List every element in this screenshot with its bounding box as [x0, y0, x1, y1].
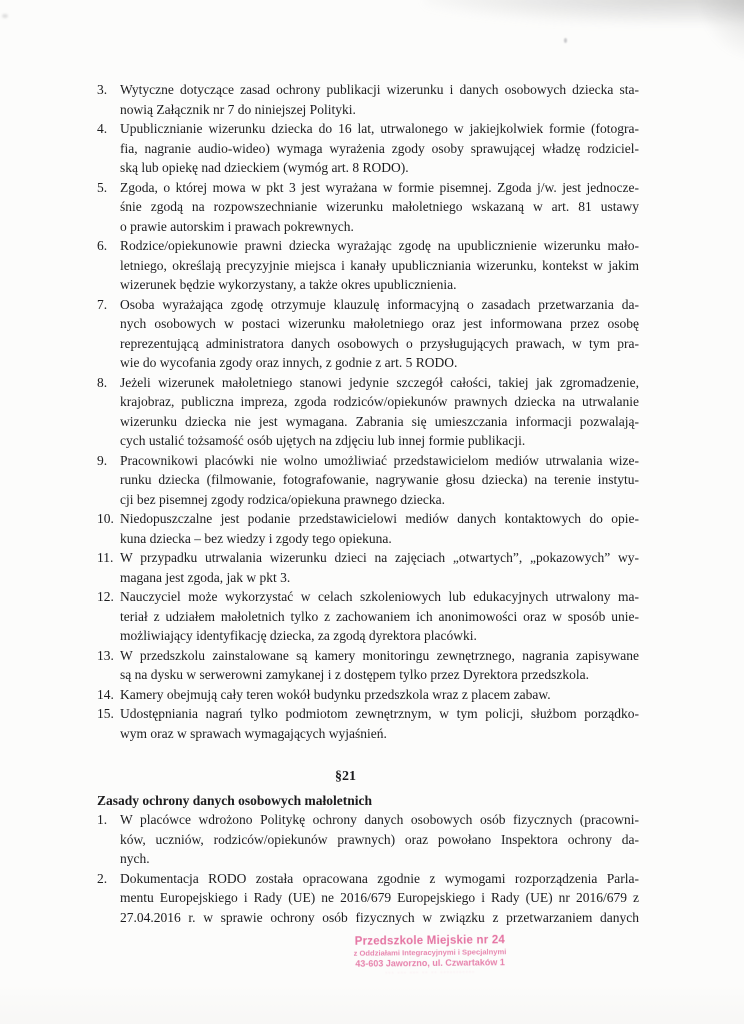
scan-speck [564, 38, 567, 43]
document-body [97, 80, 639, 927]
item-line: W przedszkolu zainstalowane są kamery monitoringu zewnętrznego, nagrania zapisywane [120, 647, 639, 663]
item-number: 1. [97, 812, 108, 827]
item-number: 2. [97, 870, 108, 886]
item-number: 14. [97, 686, 114, 702]
item-line: ską lub opiekę nad dzieckiem (wymóg art. 8 RODO). [120, 160, 409, 175]
item-number: 12. [97, 589, 114, 604]
item-number: 11. [97, 550, 114, 565]
item-line: krajobraz, publiczna impreza, zgoda rodziców/opiekunów prawnych dziecka na utrwalanie [120, 394, 639, 409]
stamp-institution-subtitle: z Oddziałami Integracyjnymi i Specjalnymi [353, 947, 507, 958]
item-line: Zgoda, o której mowa w pkt 3 jest wyrażana w formie pisemnej. Zgoda j/w. jest jednocze- [120, 179, 639, 195]
item-line: o prawie autorskim i prawach pokrewnych. [120, 218, 354, 234]
list-item [97, 810, 639, 869]
item-line: ków, uczniów, rodziców/opiekunów prawnych) oraz powołano Inspektora ochrony da- [120, 831, 639, 847]
scan-speck [2, 14, 8, 18]
stamp-illegible-line: ··· ··· ··· ·· ·· ··········· [385, 968, 476, 977]
scan-bottom-tint [0, 984, 744, 1024]
list-item [97, 295, 639, 373]
item-number: 15. [97, 706, 114, 721]
item-number: 4. [97, 121, 108, 136]
item-line: Rodzice/opiekunowie prawni dziecka wyrażając zgodę na upublicznienie wizerunku mało- [120, 238, 639, 253]
item-line: wie do wycofania zgody oraz innych, z godnie z art. 5 RODO. [120, 355, 458, 370]
item-line: wizerunek będzie wykorzystany, a także okres upublicznienia. [120, 277, 457, 292]
list-item [97, 509, 639, 548]
section-symbol: §21 [335, 769, 356, 784]
item-line: Jeżeli wizerunek małoletniego stanowi jedynie szczegół całości, takiej jak zgromadzenie, [120, 374, 639, 390]
scan-shadow-top-right [424, 0, 744, 24]
item-line: nowią Załącznik nr 7 do niniejszej Polityki. [120, 101, 356, 117]
item-number: 10. [97, 511, 114, 526]
item-number: 8. [97, 374, 108, 390]
item-line: możliwiający identyfikację dziecka, za zgodą dyrektora placówki. [120, 628, 477, 643]
list-item [97, 451, 639, 510]
item-line: są na dysku w serwerowni zamykanej i z dostępem tylko przez Dyrektora przedszkola. [120, 667, 589, 682]
item-line: śnie zgodą na rozpowszechnianie wizerunku małoletniego wskazaną w art. 81 ustawy [120, 199, 639, 214]
scan-shadow-corner [696, 0, 744, 62]
item-line: mentu Europejskiego i Rady (UE) ne 2016/679 Europejskiego i Rady (UE) nr 2016/679 z [120, 890, 639, 905]
item-line: Dokumentacja RODO została opracowana zgodnie z wymogami rozporządzenia Parla- [120, 870, 639, 886]
item-line: Upublicznianie wizerunku dziecka do 16 lat, utrwalonego w jakiejkolwiek formie (fotogra- [120, 121, 639, 136]
item-line: fia, nagranie audio-wideo) wymaga wyrażenia zgody osoby sprawującej władzę rodziciel- [120, 140, 639, 156]
item-number: 3. [97, 82, 108, 97]
item-line: Pracownikowi placówki nie wolno umożliwiać przedstawicielom mediów utrwalania wize- [120, 452, 639, 468]
item-number: 5. [97, 179, 108, 195]
item-line: nych. [120, 851, 150, 866]
list-item [97, 373, 639, 451]
item-line: wym oraz w sprawach wymagających wyjaśnień. [120, 725, 387, 741]
stamp-institution-name: Przedszkole Miejskie nr 24 [354, 934, 506, 948]
item-line: 27.04.2016 r. w sprawie ochrony osób fizycznych w związku z przetwarzaniem danych [120, 909, 639, 925]
item-line: Nauczyciel może wykorzystać w celach szkoleniowych lub edukacyjnych utrwalony ma- [120, 589, 639, 604]
list-item [97, 80, 639, 119]
numbered-list-section [97, 810, 639, 927]
item-line: teriał z udziałem małoletnich tylko z zachowaniem ich anonimowości oraz w sposób unie- [120, 608, 639, 624]
item-line: kuna dziecka – bez wiedzy i zgody tego opiekuna. [120, 530, 392, 546]
item-number: 7. [97, 296, 108, 312]
item-number: 13. [97, 647, 114, 663]
item-number: 9. [97, 452, 108, 468]
item-line: Kamery obejmują cały teren wokół budynku przedszkola wraz z placem zabaw. [120, 686, 551, 702]
item-line: wizerunku dziecka nie jest wymagana. Zabrania się umieszczania informacji pozwalają- [120, 413, 639, 429]
item-line: runku dziecka (filmowanie, fotografowanie, nagrywanie głosu dziecka) na terenie instytu- [120, 472, 639, 487]
item-number: 6. [97, 238, 108, 253]
list-item [97, 548, 639, 587]
item-line: Niedopuszczalne jest podanie przedstawicielowi mediów danych kontaktowych do opie- [120, 511, 639, 526]
item-line: cych ustalić tożsamość osób ujętych na zdjęciu lub innej formie publikacji. [120, 433, 526, 448]
list-item [97, 587, 639, 646]
section-heading: Zasady ochrony danych osobowych małoletnich [97, 792, 373, 808]
list-item [97, 119, 639, 178]
list-item [97, 869, 639, 928]
item-line: Udostępniania nagrań tylko podmiotom zewnętrznym, w tym policji, służbom porządko- [120, 706, 639, 721]
item-line: magana jest zgoda, jak w pkt 3. [120, 569, 291, 585]
list-item [97, 704, 639, 743]
stamp-institution-address: 43-603 Jaworzno, ul. Czwartaków 1 [355, 957, 505, 969]
item-line: W placówce wdrożono Politykę ochrony danych osobowych osób fizycznych (pracowni- [120, 812, 639, 827]
item-line: Wytyczne dotyczące zasad ochrony publikacji wizerunku i danych osobowych dziecka sta- [120, 82, 639, 97]
item-line: nych osobowych w postaci wizerunku małoletniego oraz jest informowana przez osobę [120, 316, 639, 331]
list-item [97, 646, 639, 685]
item-line: W przypadku utrwalania wizerunku dzieci na zajęciach „otwartych”, „pokazowych” wy- [120, 550, 639, 565]
numbered-list-main [97, 80, 639, 743]
item-line: cji bez pisemnej zgody rodzica/opiekuna prawnego dziecka. [120, 491, 445, 507]
list-item [97, 178, 639, 237]
item-line: letniego, określają precyzyjnie miejsca i kanały upubliczniania wizerunku, kontekst w jakim [120, 257, 639, 273]
list-item [97, 685, 639, 705]
item-line: Osoba wyrażająca zgodę otrzymuje klauzulę informacyjną o zasadach przetwarzania da- [120, 296, 639, 312]
list-item [97, 236, 639, 295]
institution-stamp [330, 934, 530, 977]
item-line: reprezentującą administratora danych osobowych o przysługujących prawach, w tym pra- [120, 335, 639, 351]
